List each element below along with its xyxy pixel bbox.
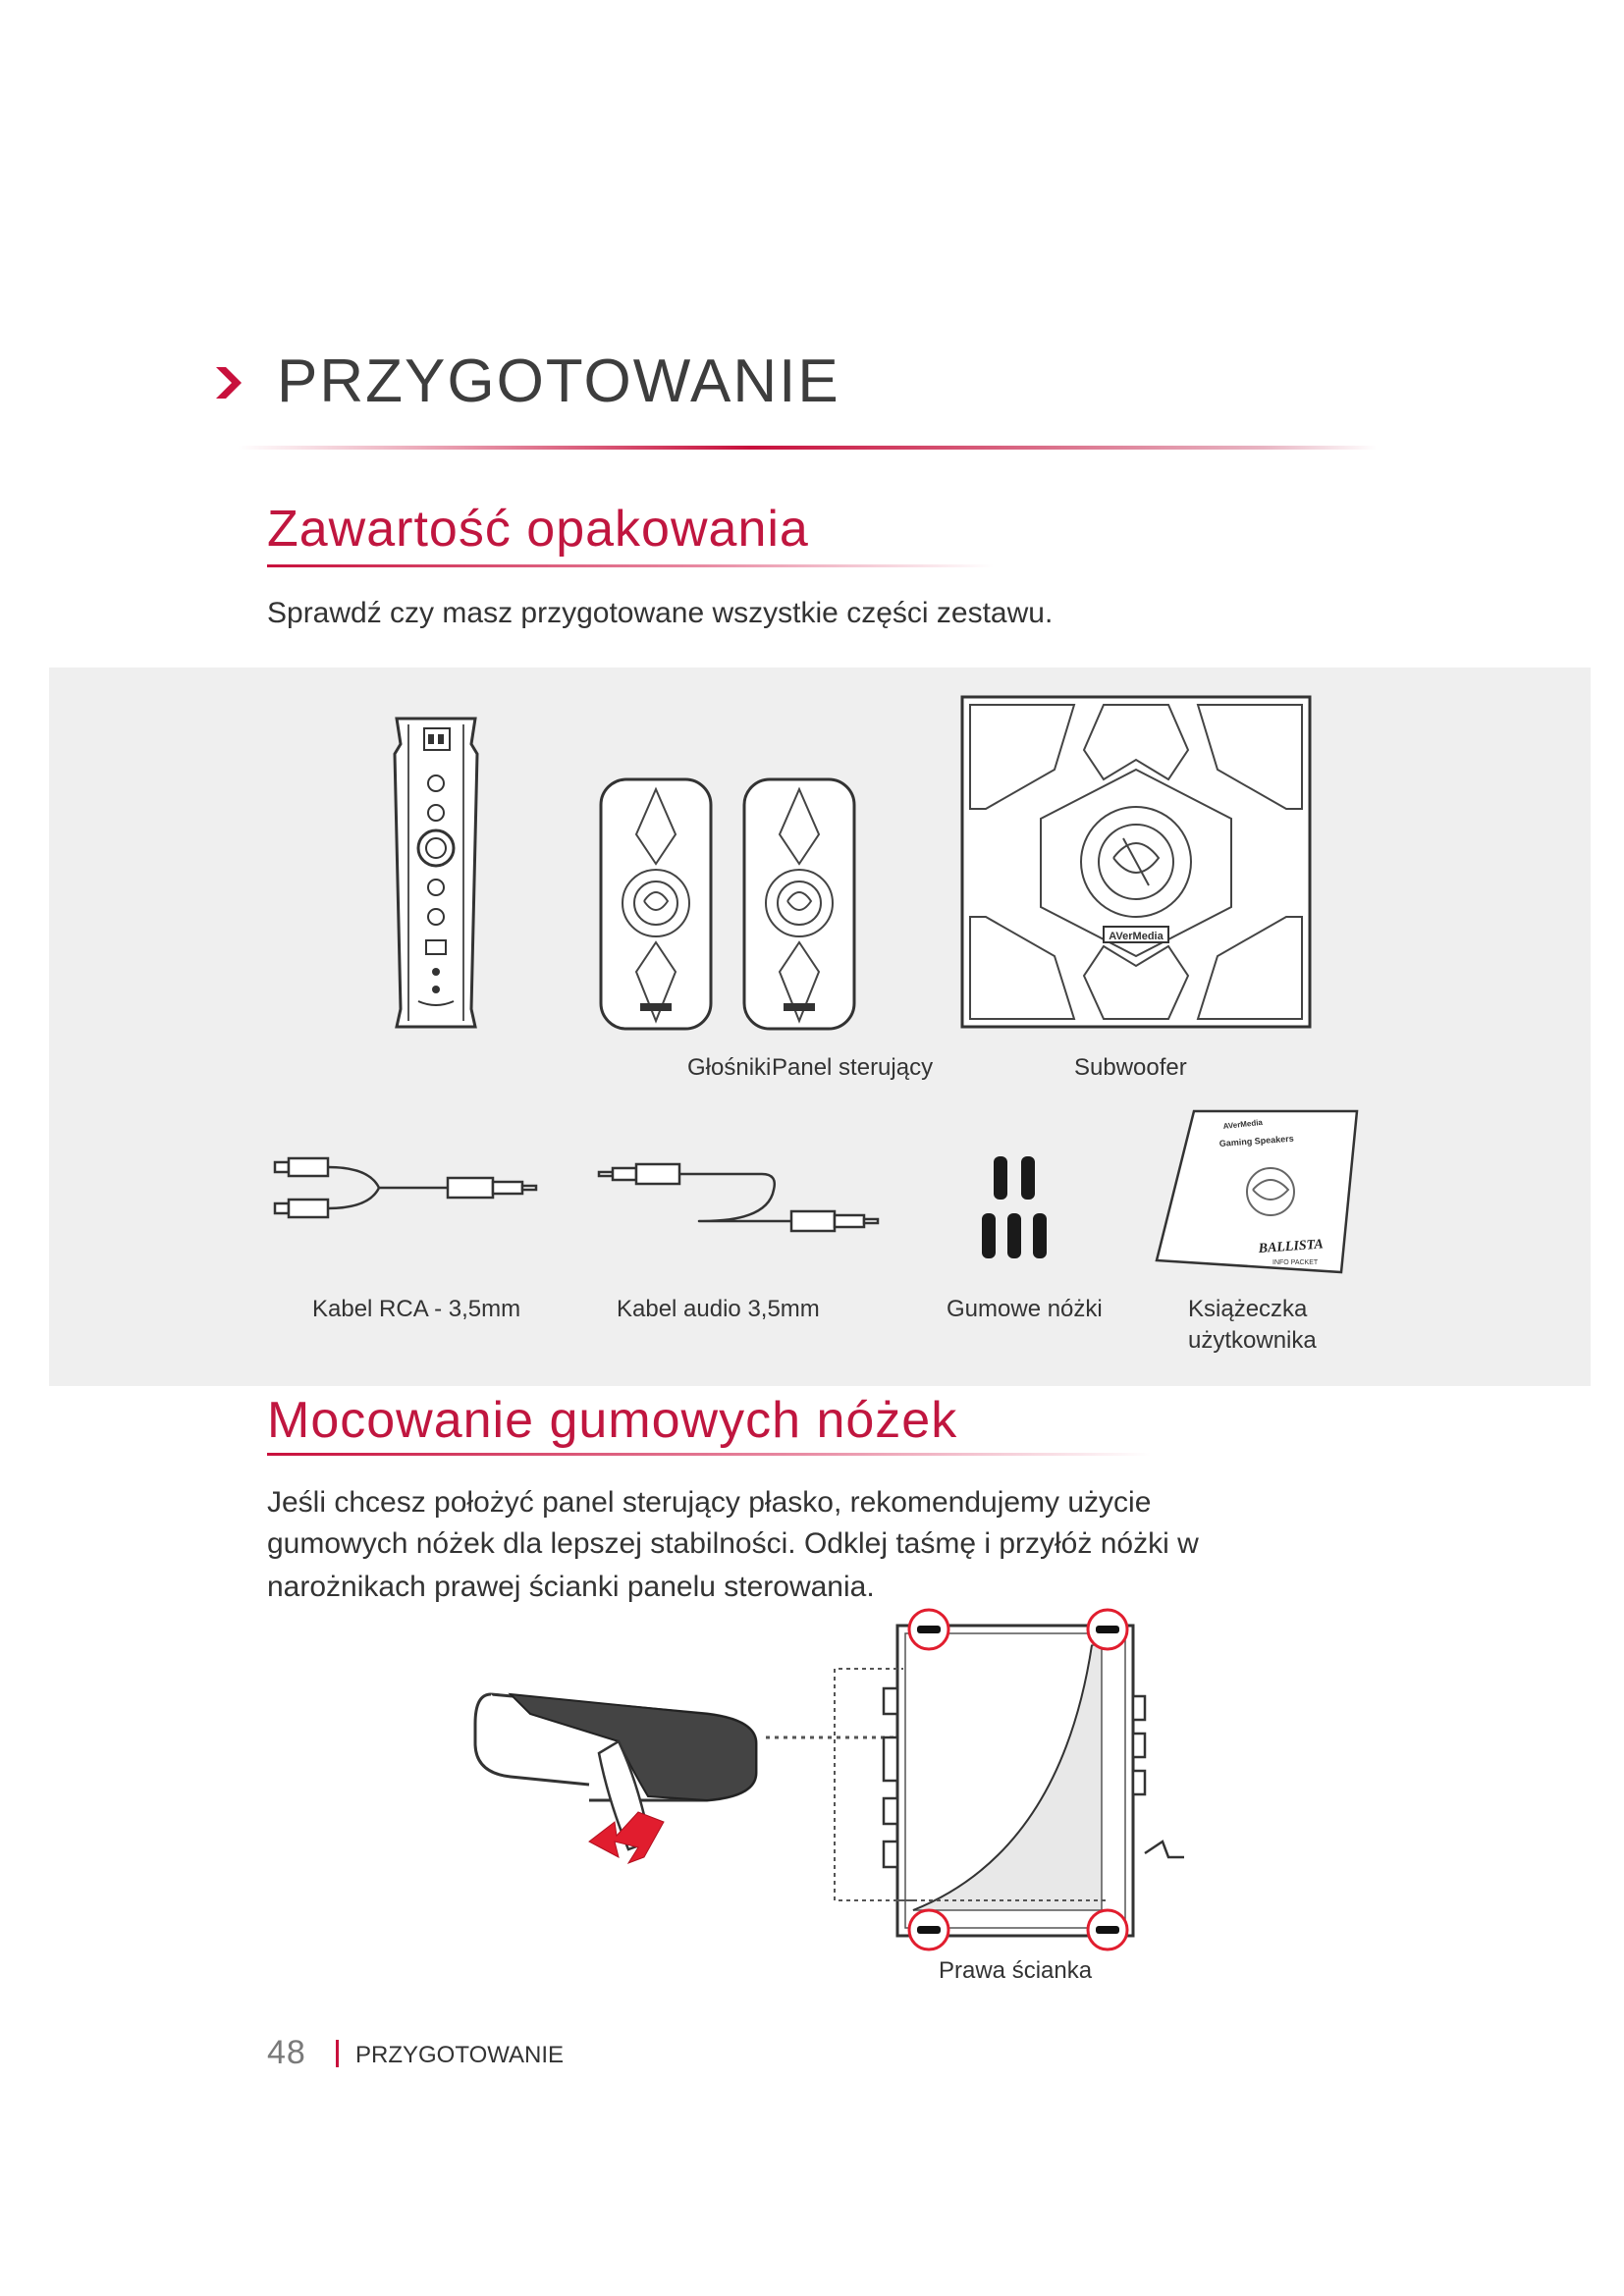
footer-divider xyxy=(336,2040,339,2067)
contents-intro: Sprawdź czy masz przygotowane wszystkie części zestawu. xyxy=(267,597,1054,629)
control-panel-icon xyxy=(389,715,483,1031)
audio-cable-icon xyxy=(595,1160,890,1239)
feet-heading: Mocowanie gumowych nóżek xyxy=(267,1392,958,1449)
feet-heading-rule xyxy=(267,1453,1151,1456)
diagram-caption: Prawa ścianka xyxy=(939,1957,1093,1984)
rubber-feet-icon xyxy=(980,1154,1058,1260)
section-title: PRZYGOTOWANIE xyxy=(277,347,840,415)
caption-audio-cable: Kabel audio 3,5mm xyxy=(617,1296,820,1322)
caption-subwoofer: Subwoofer xyxy=(1074,1054,1187,1081)
page-number: 48 xyxy=(267,2034,306,2071)
right-side-panel-diagram xyxy=(815,1606,1200,1959)
chevron-right-icon xyxy=(214,365,244,400)
feet-text-line1: Jeśli chcesz położyć panel sterujący płasko, rekomendujemy użycie xyxy=(267,1486,1152,1519)
caption-control-panel: Panel sterujący xyxy=(772,1054,934,1081)
feet-text-line3: narożnikach prawej ścianki panelu sterowania. xyxy=(267,1571,875,1603)
manual-subtitle: Gaming Speakers xyxy=(1218,1133,1295,1148)
feet-text-line2: gumowych nóżek dla lepszej stabilności. Odklej taśmę i przyłóż nóżki w xyxy=(267,1527,1199,1560)
caption-manual: Książeczka xyxy=(1188,1296,1308,1322)
manual-tagline: INFO PACKET xyxy=(1272,1259,1319,1266)
caption-rca-cable: Kabel RCA - 3,5mm xyxy=(312,1296,521,1322)
speakers-icon xyxy=(597,775,858,1033)
manual-brand: AVerMedia xyxy=(1222,1117,1264,1131)
subwoofer-icon xyxy=(956,691,1316,1033)
caption-manual-line2: użytkownika xyxy=(1188,1327,1317,1354)
manual-product: BALLISTA xyxy=(1258,1237,1325,1256)
footer-label: PRZYGOTOWANIE xyxy=(355,2042,565,2068)
foot-peel-icon xyxy=(471,1675,766,1891)
caption-speakers: Głośniki xyxy=(687,1054,772,1081)
contents-heading: Zawartość opakowania xyxy=(267,501,809,558)
subwoofer-brand: AVerMedia xyxy=(1109,931,1164,942)
caption-rubber-feet: Gumowe nóżki xyxy=(947,1296,1103,1322)
rca-cable-icon xyxy=(271,1154,542,1225)
manual-icon xyxy=(1155,1107,1361,1276)
title-divider xyxy=(238,446,1377,450)
contents-heading-rule xyxy=(267,564,994,567)
